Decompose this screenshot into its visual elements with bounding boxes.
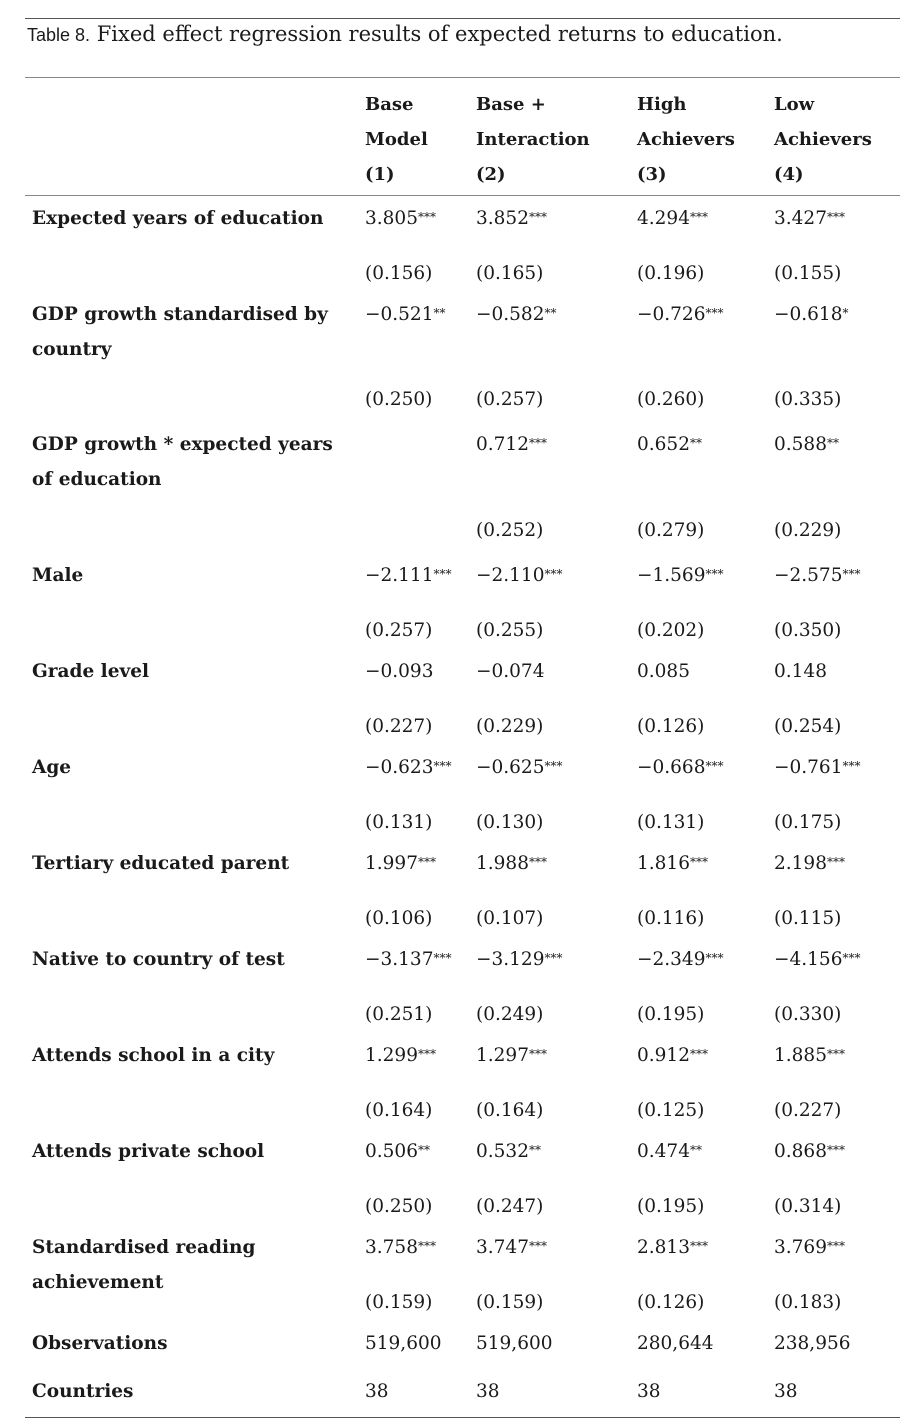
coefficient-cell [365,756,451,780]
standard-error-cell: (0.330) [774,1004,842,1025]
standard-error-cell: (0.350) [774,620,842,641]
coefficient-value: 1.885 [774,1045,827,1066]
standard-error-cell: (0.131) [365,812,433,833]
standard-error-cell: (0.227) [774,1100,842,1121]
coefficient-cell [637,756,723,780]
standard-error-cell: (0.116) [637,908,705,929]
standard-error-cell: (0.159) [365,1292,433,1313]
coefficient-value: −0.093 [365,661,434,682]
row-label: Standardised reading achievement [32,1237,256,1293]
coefficient-cell [774,303,848,327]
standard-error-cell: (0.251) [365,1004,433,1025]
significance-stars: *** [544,951,563,965]
standard-error-cell: (0.164) [365,1100,433,1121]
coefficient-cell [637,1044,708,1068]
coefficient-cell [365,1236,436,1260]
coefficient-value: 2.813 [637,1237,690,1258]
coefficient-value: 0.474 [637,1141,690,1162]
standard-error-cell: (0.131) [637,812,705,833]
column-header-line1: High [637,94,687,115]
significance-stars: *** [826,210,845,224]
coefficient-value: 0.506 [365,1141,418,1162]
coefficient-value: −0.726 [637,304,706,325]
standard-error-cell: (0.254) [774,716,842,737]
coefficient-cell [637,660,690,684]
coefficient-cell [774,1044,845,1068]
significance-stars: ** [417,1143,430,1157]
significance-stars: *** [705,759,724,773]
coefficient-value: −0.521 [365,304,434,325]
table-top-rule [25,18,900,19]
coefficient-cell [476,207,547,231]
coefficient-value: −0.582 [476,304,545,325]
row-label: Countries [32,1381,134,1402]
coefficient-value: −3.129 [476,949,545,970]
coefficient-value: −0.618 [774,304,843,325]
coefficient-cell [774,1380,798,1404]
coefficient-cell [637,1140,702,1164]
column-header-number: (2) [476,164,506,185]
coefficient-value: 0.532 [476,1141,529,1162]
standard-error-cell: (0.250) [365,1196,433,1217]
column-header-line1: Base + [476,94,546,115]
significance-stars: *** [826,1239,845,1253]
standard-error-cell: (0.257) [365,620,433,641]
standard-error-cell: (0.229) [476,716,544,737]
coefficient-cell [774,1332,851,1356]
column-header-number: (3) [637,164,667,185]
column-header-line2: Achievers [774,129,872,150]
significance-stars: *** [417,855,436,869]
coefficient-cell [637,564,723,588]
row-label: GDP growth standardised by country [32,304,328,360]
coefficient-value: 0.085 [637,661,690,682]
coefficient-value: −0.625 [476,757,545,778]
coefficient-value: −0.761 [774,757,843,778]
coefficient-cell [476,1044,547,1068]
coefficient-cell [476,564,562,588]
coefficient-value: 4.294 [637,208,690,229]
coefficient-cell [774,564,860,588]
row-label: Attends school in a city [32,1045,275,1066]
row-label: Observations [32,1333,168,1354]
coefficient-value: 280,644 [637,1333,714,1354]
significance-stars: *** [689,1239,708,1253]
significance-stars: *** [528,855,547,869]
coefficient-value: 0.912 [637,1045,690,1066]
standard-error-cell: (0.115) [774,908,842,929]
coefficient-cell [774,207,845,231]
column-header-line2: Model [365,129,428,150]
coefficient-value: 3.852 [476,208,529,229]
coefficient-value: 519,600 [476,1333,553,1354]
column-header-line1: Low [774,94,815,115]
standard-error-cell: (0.195) [637,1196,705,1217]
coefficient-value: 0.868 [774,1141,827,1162]
caption-label: Table 8. [27,25,91,45]
coefficient-cell [637,433,702,457]
coefficient-value: −2.110 [476,565,545,586]
coefficient-value: 0.148 [774,661,827,682]
standard-error-cell: (0.156) [365,263,433,284]
significance-stars: ** [528,1143,541,1157]
standard-error-cell: (0.125) [637,1100,705,1121]
coefficient-value: 0.712 [476,434,529,455]
standard-error-cell: (0.164) [476,1100,544,1121]
coefficient-cell [476,948,562,972]
column-header-2 [476,87,590,192]
coefficient-value: 3.758 [365,1237,418,1258]
standard-error-cell: (0.335) [774,389,842,410]
significance-stars: *** [544,759,563,773]
coefficient-cell [637,852,708,876]
coefficient-cell [774,660,827,684]
significance-stars: *** [705,567,724,581]
standard-error-cell: (0.260) [637,389,705,410]
column-header-3 [637,87,735,192]
column-header-line1: Base [365,94,414,115]
coefficient-value: 2.198 [774,853,827,874]
coefficient-value: 3.747 [476,1237,529,1258]
coefficient-value: 38 [774,1381,798,1402]
coefficient-value: 3.805 [365,208,418,229]
coefficient-cell [637,1236,708,1260]
column-header-1 [365,87,428,192]
coefficient-cell [774,852,845,876]
coefficient-value: 238,956 [774,1333,851,1354]
significance-stars: *** [826,855,845,869]
coefficient-cell [365,1044,436,1068]
standard-error-cell: (0.183) [774,1292,842,1313]
coefficient-cell [774,756,860,780]
standard-error-cell: (0.196) [637,263,705,284]
coefficient-value: −4.156 [774,949,843,970]
significance-stars: *** [417,1047,436,1061]
significance-stars: *** [705,951,724,965]
coefficient-value: −1.569 [637,565,706,586]
coefficient-cell [365,1332,442,1356]
coefficient-cell [365,1140,430,1164]
coefficient-value: −2.349 [637,949,706,970]
standard-error-cell: (0.155) [774,263,842,284]
coefficient-cell [476,1332,553,1356]
significance-stars: *** [689,1047,708,1061]
column-header-line2: Interaction [476,129,590,150]
coefficient-value: 1.988 [476,853,529,874]
significance-stars: *** [689,210,708,224]
column-header-number: (1) [365,164,395,185]
significance-stars: *** [433,567,452,581]
significance-stars: ** [689,1143,702,1157]
significance-stars: *** [417,210,436,224]
significance-stars: ** [433,306,446,320]
coefficient-cell [365,564,451,588]
significance-stars: *** [826,1047,845,1061]
significance-stars: *** [842,759,861,773]
coefficient-cell [637,207,708,231]
significance-stars: *** [689,855,708,869]
row-label: Attends private school [32,1141,265,1162]
significance-stars: ** [689,436,702,450]
coefficient-cell [774,948,860,972]
coefficient-cell [476,852,547,876]
standard-error-cell: (0.175) [774,812,842,833]
significance-stars: * [842,306,849,320]
column-header-number: (4) [774,164,804,185]
coefficient-cell [365,303,445,327]
coefficient-value: 38 [476,1381,500,1402]
coefficient-cell [476,303,556,327]
coefficient-cell [774,1140,845,1164]
coefficient-value: −2.111 [365,565,434,586]
standard-error-cell: (0.126) [637,1292,705,1313]
standard-error-cell: (0.252) [476,520,544,541]
significance-stars: ** [544,306,557,320]
significance-stars: *** [433,951,452,965]
significance-stars: *** [544,567,563,581]
standard-error-cell: (0.229) [774,520,842,541]
header-top-rule [25,77,900,78]
table-caption [27,22,783,46]
standard-error-cell: (0.249) [476,1004,544,1025]
coefficient-cell [365,948,451,972]
standard-error-cell: (0.255) [476,620,544,641]
coefficient-value: 0.652 [637,434,690,455]
coefficient-cell [476,660,544,684]
standard-error-cell: (0.106) [365,908,433,929]
standard-error-cell: (0.250) [365,389,433,410]
significance-stars: *** [826,1143,845,1157]
coefficient-value: −0.074 [476,661,545,682]
standard-error-cell: (0.165) [476,263,544,284]
standard-error-cell: (0.257) [476,389,544,410]
standard-error-cell: (0.130) [476,812,544,833]
significance-stars: *** [705,306,724,320]
coefficient-value: 519,600 [365,1333,442,1354]
coefficient-cell [476,1140,541,1164]
coefficient-cell [476,1236,547,1260]
coefficient-cell [365,660,433,684]
coefficient-value: 38 [365,1381,389,1402]
coefficient-value: 3.769 [774,1237,827,1258]
coefficient-value: 1.299 [365,1045,418,1066]
coefficient-cell [476,1380,500,1404]
significance-stars: *** [842,951,861,965]
coefficient-value: 0.588 [774,434,827,455]
coefficient-value: 38 [637,1381,661,1402]
standard-error-cell: (0.279) [637,520,705,541]
row-label: Grade level [32,661,150,682]
significance-stars: *** [433,759,452,773]
standard-error-cell: (0.247) [476,1196,544,1217]
coefficient-cell [365,207,436,231]
coefficient-value: 1.816 [637,853,690,874]
caption-title: Fixed effect regression results of expected returns to education. [96,22,783,46]
table-bottom-rule [25,1417,900,1418]
significance-stars: *** [528,210,547,224]
coefficient-value: −2.575 [774,565,843,586]
coefficient-cell [476,433,547,457]
coefficient-value: −0.668 [637,757,706,778]
coefficient-cell [476,756,562,780]
standard-error-cell: (0.126) [637,716,705,737]
standard-error-cell: (0.202) [637,620,705,641]
significance-stars: *** [528,436,547,450]
significance-stars: *** [842,567,861,581]
coefficient-cell [637,1332,714,1356]
coefficient-cell [774,433,839,457]
column-header-4 [774,87,872,192]
significance-stars: ** [826,436,839,450]
row-label: Expected years of education [32,208,324,229]
standard-error-cell: (0.195) [637,1004,705,1025]
header-bottom-rule [25,195,900,196]
significance-stars: *** [417,1239,436,1253]
coefficient-value: 1.997 [365,853,418,874]
coefficient-cell [637,1380,661,1404]
coefficient-cell [365,1380,389,1404]
coefficient-cell [365,852,436,876]
column-header-line2: Achievers [637,129,735,150]
row-label: Male [32,565,84,586]
coefficient-value: 3.427 [774,208,827,229]
coefficient-value: −3.137 [365,949,434,970]
coefficient-cell [637,948,723,972]
standard-error-cell: (0.227) [365,716,433,737]
row-label: Native to country of test [32,949,285,970]
significance-stars: *** [528,1239,547,1253]
standard-error-cell: (0.314) [774,1196,842,1217]
coefficient-cell [774,1236,845,1260]
row-label: Tertiary educated parent [32,853,290,874]
coefficient-value: −0.623 [365,757,434,778]
row-label: Age [32,757,72,778]
coefficient-value: 1.297 [476,1045,529,1066]
standard-error-cell: (0.159) [476,1292,544,1313]
significance-stars: *** [528,1047,547,1061]
standard-error-cell: (0.107) [476,908,544,929]
row-label: GDP growth * expected years of education [32,434,333,490]
coefficient-cell [637,303,723,327]
